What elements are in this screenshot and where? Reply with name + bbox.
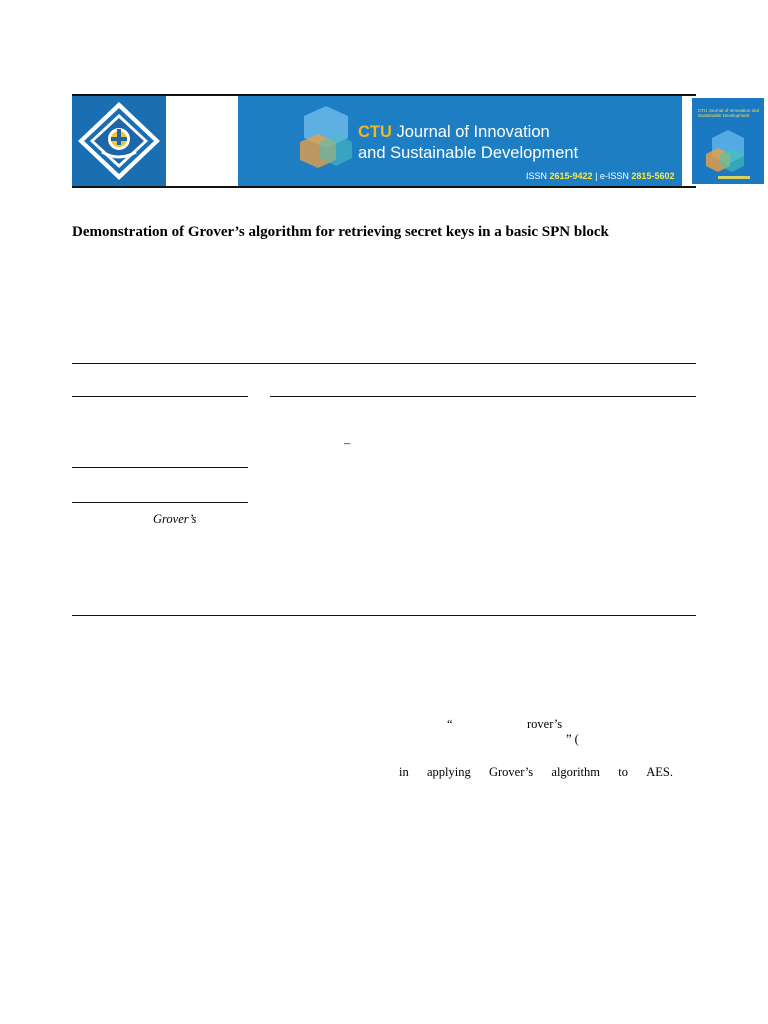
word: to — [618, 765, 628, 779]
journal-name — [358, 122, 578, 164]
open-quote: “ — [447, 717, 453, 731]
university-seal-icon — [72, 96, 166, 186]
banner-spacer-right — [682, 96, 692, 186]
journal-brand: CTU — [358, 123, 392, 141]
text-line — [399, 765, 673, 780]
rovers-fragment: rover’s — [527, 717, 563, 731]
keywords-rule — [72, 502, 248, 503]
journal-header — [238, 96, 682, 186]
section-rule-top — [72, 363, 696, 364]
paper-title: Demonstration of Grover’s algorithm for retrieving secret keys in a basic SPN block — [72, 224, 609, 240]
word: applying — [426, 765, 471, 779]
keyword-grovers: Grover’s — [153, 512, 197, 526]
cover-title: CTU Journal of Innovation and Sustainable Development — [698, 108, 760, 118]
section-rule-bottom — [72, 615, 696, 616]
university-logo — [72, 96, 166, 186]
word: algorithm — [551, 765, 600, 779]
journal-banner — [72, 94, 760, 188]
word: Grover’s — [488, 765, 534, 779]
eissn-value: 2815-5602 — [631, 171, 675, 181]
journal-cover-thumbnail — [692, 98, 764, 184]
close-quote-paren: ” ( — [566, 732, 579, 746]
word: in — [399, 765, 409, 779]
cover-hexagon-icon — [698, 128, 754, 174]
dash-fragment: – — [344, 436, 351, 450]
cover-footer-bar — [718, 176, 750, 179]
word: AES. — [646, 765, 673, 779]
banner-spacer — [166, 96, 238, 186]
abstract-rule — [270, 396, 696, 397]
hexagon-graphic-icon — [296, 104, 366, 180]
received-rule — [72, 467, 248, 468]
journal-name-line1: Journal of Innovation — [391, 123, 550, 141]
journal-name-line2: and Sustainable Development — [358, 144, 579, 162]
issn-value: 2615-9422 — [549, 171, 593, 181]
article-info-rule — [72, 396, 248, 397]
issn-line: ISSN 2615-9422 | e-ISSN 2815-5602 — [526, 171, 675, 181]
